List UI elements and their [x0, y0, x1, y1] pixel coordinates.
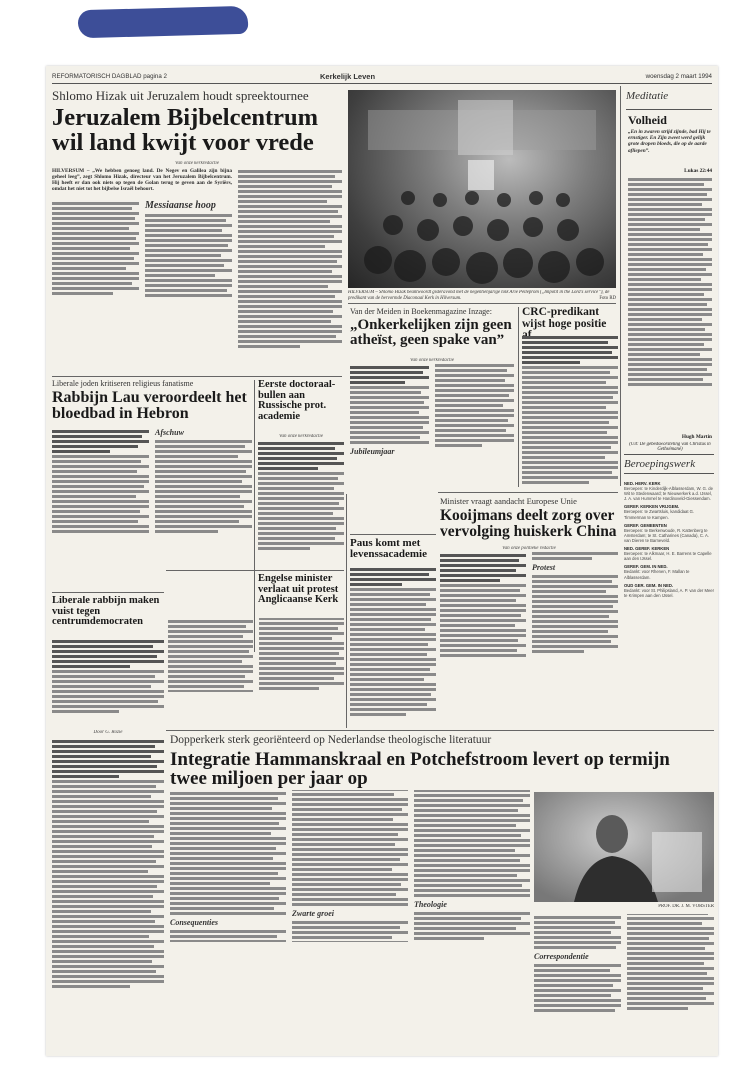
dopper-col1 — [52, 738, 164, 1050]
kooijmans-byline: Van onze politieke redactie — [502, 546, 556, 551]
meditatie-title: Volheid — [628, 114, 667, 127]
lead-kicker: Shlomo Hizak uit Jeruzalem houdt spreektournee — [52, 88, 309, 103]
crc-body — [522, 334, 618, 486]
engelse-body — [168, 618, 344, 728]
lead-body — [52, 200, 232, 372]
vorster-photo — [534, 792, 714, 902]
beroepingswerk-heading: NED. GEREF. KERKEN — [624, 546, 670, 552]
portrait-illustration — [534, 792, 714, 902]
photo-caption-text: HILVERSUM – Shlomo Hizak beantwoordt gisteravond met de negentienjarige tolk Arie Pelleprom („Impotit in the Lord's service”), de predikant van de hervormde Diaconaal Kerk in Hilversum. — [348, 290, 610, 301]
crc-headline: CRC-predikant wijst hoge positie — [522, 307, 607, 330]
vorster-caption: PROF. DR. J. M. VORSTER — [658, 904, 714, 909]
paus-body — [350, 566, 436, 726]
dopper-body — [170, 790, 530, 1050]
dopper-body-right — [534, 914, 714, 1050]
header-left: REFORMATORISCH DAGBLAD pagina 2 — [52, 73, 167, 80]
meditatie-quote: „En in zwaren strijd zijnde, bad Hij te ernstiger. En Zijn zweet werd gelijk grote dropen bloeds, die op de aarde afliepen”. — [628, 129, 711, 154]
photo-credit: Foto RD — [599, 295, 616, 301]
meditatie-author: Hugh Martin — [681, 434, 712, 440]
meiden-headline: „Onkerkelijken zijn geen atheïst, geen spake van” — [350, 318, 512, 349]
lead-photo — [348, 90, 616, 288]
beroepingswerk-heading: GEREF. GEMEENTEN — [624, 522, 667, 528]
meditatie-ref: Lukas 22:44 — [684, 168, 712, 174]
beroepingswerk-list — [624, 478, 714, 718]
beroepingswerk-entry: Beroepen: te Kinderdijk-Alblasserdam, W. G. de Wit te Stedenwaard; te Nieuwerkerk a.d. IJssel, J. A. van Hummel te Hardinxveld-Giessendam. — [624, 486, 713, 502]
kooijmans-kicker: Minister vraagt aandacht Europese Unie — [440, 496, 577, 506]
beroepingswerk-label: Beroepingswerk — [624, 454, 714, 474]
meiden-kicker: Van der Meiden in Boekenmagazine Inzage: — [350, 307, 492, 316]
beroepingswerk-heading: GEREF. KERKEN VRIJGEM. — [624, 504, 680, 510]
lead-intro: HILVERSUM – „We hebben genoeg land. De Negev en Galilea zijn bijna geheel leeg”, zegt Shlomo Hizak, directeur van het Jeruzalem Bijbelcentrum. Hij heeft er dan ook niets op tegen de Golan terug te geven aan de Syriërs, omdat het niet tot het bijbelse Israël behoort. — [52, 168, 232, 193]
liberale-headline: Liberale rabbijn maken vuist tegen centrumdemocraten — [52, 596, 160, 628]
dopper-subhead-2: Zwarte groei — [292, 909, 334, 918]
rabbijn-body — [52, 428, 252, 588]
meditatie-body — [628, 176, 712, 426]
dopper-subhead-3: Theologie — [414, 900, 447, 909]
section-title: Kerkelijk Leven — [320, 72, 376, 81]
eerste-byline: Van onze kerkredactie — [279, 434, 323, 439]
kooijmans-headline: Kooijmans deelt zorg over vervolging huiskerk China — [440, 508, 617, 540]
blue-smudge — [78, 6, 249, 38]
dopper-headline: Integratie Hammanskraal en Potchefstroom levert op termijn twee miljoen per jaar op — [170, 750, 670, 789]
lead-headline: Jeruzalem Bijbelcentrum wil land kwijt voor vrede — [52, 105, 319, 155]
newspaper-page — [46, 66, 718, 1056]
lead-body-col3 — [238, 168, 342, 372]
lead-subhead: Messiaanse hoop — [145, 200, 216, 211]
dopper-byline: Door G. Rozie — [93, 730, 123, 735]
meditatie-author-note: (Uit: De gebedsworsteling van Christus in Gethsémané) — [629, 442, 711, 452]
lead-photo-caption — [348, 290, 616, 301]
engelse-headline: Engelse minister verlaat uit protest Anglicaanse Kerk — [258, 574, 339, 606]
eerste-body — [258, 440, 344, 560]
page-header — [52, 71, 712, 84]
dopper-subhead-4: Correspondentie — [534, 952, 589, 961]
meiden-byline: Van onze kerkredactie — [410, 358, 454, 363]
kooijmans-body — [440, 552, 618, 728]
rabbijn-subhead: Afschuw — [155, 428, 184, 437]
beroepingswerk-heading: NED. HERV. KERK — [624, 481, 661, 486]
beroepingswerk-entry: Bedankt: voor St. Philipsland, A. P. van der Meer te Krimpen aan den IJssel. — [624, 587, 714, 598]
rabbijn-kicker: Liberale joden kritiseren religieus fanatisme — [52, 379, 194, 388]
beroepingswerk-entry: Beroepen: te Zwartsluis, kandidaat G. Timmerman te Kampen. — [624, 509, 695, 520]
paus-headline: Paus komt met levenssacademie — [350, 538, 427, 561]
liberale-body — [52, 638, 164, 728]
eerste-headline: Eerste doctoraal-bullen aan Russische prot. academie — [258, 380, 336, 423]
dopper-subhead-1: Consequenties — [170, 918, 219, 927]
beroepingswerk-heading: GEREF. GEM. IN NED. — [624, 564, 668, 570]
rabbijn-headline: Rabbijn Lau veroordeelt het bloedbad in Hebron — [52, 390, 247, 423]
lead-byline: Van onze kerkredactie — [175, 161, 219, 166]
dopper-kicker: Dopperkerk sterk georiënteerd op Nederlandse theologische literatuur — [170, 734, 492, 746]
meiden-body — [350, 364, 514, 490]
beroepingswerk-entry: Beroepen: te Alkmaar, H. E. Barrens te Capelle aan den IJssel. — [624, 551, 712, 562]
meiden-subhead: Jubileumjaar — [350, 447, 395, 456]
beroepingswerk-heading: OUD GER. GEM. IN NED. — [624, 582, 674, 588]
header-date: woensdag 2 maart 1994 — [645, 73, 712, 80]
audience-illustration — [348, 90, 616, 288]
kooijmans-subhead: Protest — [532, 563, 556, 572]
meditatie-label: Meditatie — [626, 90, 669, 102]
beroepingswerk-entry: Beroepen: te Berkenwoude, R. Kattenberg te Amsterdam; te St. Catharines (Canada), C. A. van Dieren te Barneveld. — [624, 527, 709, 543]
beroepingswerk-entry: Bedankt: voor Rhenen, F. Mallan te Alblasserdam. — [624, 569, 690, 580]
